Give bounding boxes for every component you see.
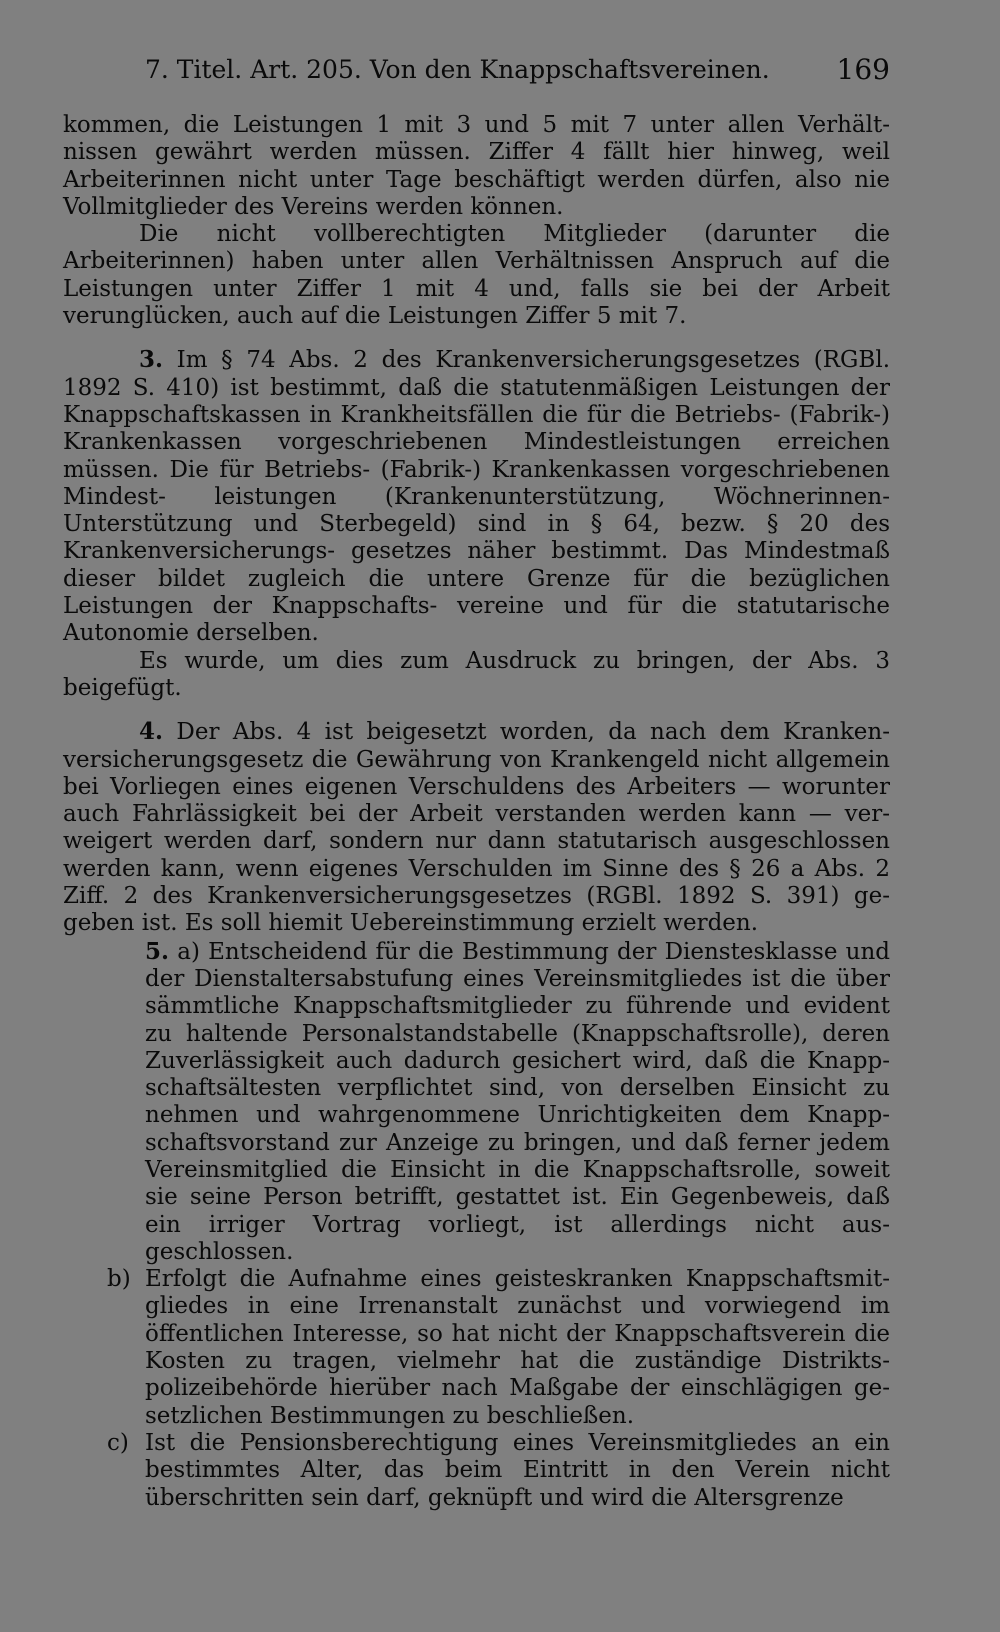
section-4-text: Der Abs. 4 ist beigesetzt worden, da nach dem Kranken- versicherungsgesetz die Gewährung von Krankengeld nicht allgemein bei Vorliegen eines eigenen Verschuldens des Arbeiters — worunter auch Fahrlässigkeit bei der Arbeit verstanden werden kann — ver- weigert werden darf, sondern nur dann statutarisch ausgeschlossen werden kann, wenn eigenes Verschulden im Sinne des § 26 a Abs. 2 Ziff. 2 des Krankenversicherungsgesetzes (RGBl. 1892 S. 391) ge- geben ist. Es soll hiemit Uebereinstimmung erzielt werden.	[63, 719, 891, 937]
paragraph-section-5a	[63, 938, 890, 1267]
item-c-text: Ist die Pensionsberechtigung eines Vereinsmitgliedes an ein bestimmtes Alter, das beim Eintritt in den Verein nicht überschritten sein darf, geknüpft und wird die Altersgrenze	[145, 1429, 890, 1511]
paragraph-section-5b	[63, 1266, 890, 1430]
paragraph-section-4	[63, 718, 890, 937]
paragraph-continuation: kommen, die Leistungen 1 mit 3 und 5 mit 7 unter allen Verhält- nissen gewährt werden müssen. Ziffer 4 fällt hier hinweg, weil Arbeiterinnen nicht unter Tage beschäftigt werden dürfen, also nie Vollmitglieder des Vereins werden können.	[63, 112, 890, 220]
running-head-title: 7. Titel. Art. 205. Von den Knappschaftsvereinen.	[145, 55, 770, 84]
item-label-c: c)	[107, 1429, 129, 1456]
item-b-text: Erfolgt die Aufnahme eines geisteskranken Knappschaftsmit- gliedes in eine Irrenanstalt zunächst und vorwiegend im öffentlichen Interesse, so hat nicht der Knappschaftsverein die Kosten zu tragen, vielmehr hat die zuständige Distrikts- polizeibehörde hierüber nach Maßgabe der einschlägigen ge- setzlichen Bestimmungen zu beschließen.	[145, 1266, 890, 1429]
page-number: 169	[836, 53, 890, 86]
paragraph-non-full-members: Die nicht vollberechtigten Mitglieder (darunter die Arbeiterinnen) haben unter allen Verhältnissen Anspruch auf die Leistungen unter Ziffer 1 mit 4 und, falls sie bei der Arbeit verunglücken, auch auf die Leistungen Ziffer 5 mit 7.	[63, 221, 890, 330]
section-3-text: Im § 74 Abs. 2 des Krankenversicherungsgesetzes (RGBl. 1892 S. 410) ist bestimmt, daß die statutenmäßigen Leistungen der Knappschaftskassen in Krankheitsfällen die für die Betriebs- (Fabrik-) Krankenkassen vorgeschriebenen Mindestleistungen erreichen müssen. Die für Betriebs- (Fabrik-) Krankenkassen vorgeschriebenen Mindest- leistungen (Krankenunterstützung, Wöchnerinnen-Unterstützung und Sterbegeld) sind in § 64, bezw. § 20 des Krankenversicherungs- gesetzes näher bestimmt. Das Mindestmaß dieser bildet zugleich die untere Grenze für die bezüglichen Leistungen der Knappschafts- vereine und für die statutarische Autonomie derselben.	[63, 347, 891, 647]
running-head	[145, 48, 890, 92]
item-label-a: a)	[177, 938, 200, 965]
section-number-5: 5.	[145, 937, 170, 965]
paragraph-abs-3-note: Es wurde, um dies zum Ausdruck zu bringen, der Abs. 3 beigefügt.	[63, 647, 890, 701]
paragraph-section-5c	[63, 1430, 890, 1512]
section-number-4: 4.	[139, 718, 164, 746]
body-text	[63, 112, 890, 1512]
item-label-b: b)	[107, 1266, 131, 1293]
section-number-3: 3.	[139, 346, 164, 374]
item-a-text: Entscheidend für die Bestimmung der Dienstesklasse und der Dienstaltersabstufung eines Vereinsmitgliedes ist die über sämmtliche Knappschaftsmitglieder zu führende und evident zu haltende Personalstandstabelle (Knappschaftsrolle), deren Zuverlässigkeit auch dadurch gesichert wird, daß die Knapp- schaftsältesten verpflichtet sind, von derselben Einsicht zu nehmen und wahrgenommene Unrichtigkeiten dem Knapp- schaftsvorstand zur Anzeige zu bringen, und daß ferner jedem Vereinsmitglied die Einsicht in die Knappschaftsrolle, soweit sie seine Person betrifft, gestattet ist. Ein Gegenbeweis, daß ein irriger Vortrag vorliegt, ist allerdings nicht aus- geschlossen.	[145, 938, 891, 1265]
paragraph-section-3	[63, 346, 890, 647]
